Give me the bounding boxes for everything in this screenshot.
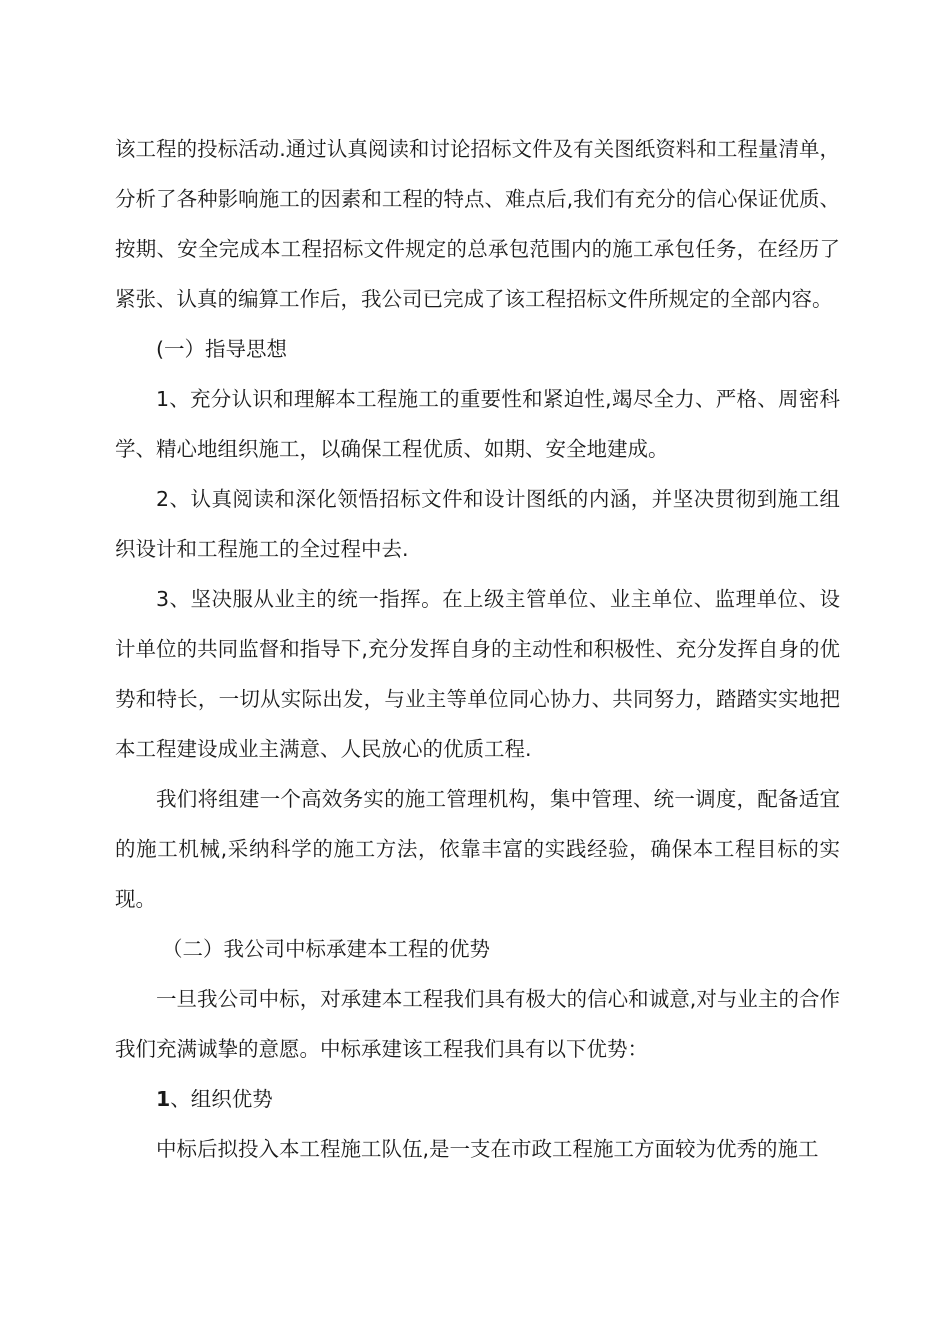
paragraph-item-2: 2、认真阅读和深化领悟招标文件和设计图纸的内涵，并坚决贯彻到施工组织设计和工程施工的全过程中去. <box>115 487 840 561</box>
subheading-number: 1 <box>156 1087 171 1111</box>
section-heading-guiding-ideology: (一）指导思想 <box>156 337 287 361</box>
paragraph-management: 我们将组建一个高效务实的施工管理机构，集中管理、统一调度，配备适宜的施工机械,采纳科学的施工方法，依靠丰富的实践经验，确保本工程目标的实现。 <box>115 787 840 911</box>
paragraph-organization: 中标后拟投入本工程施工队伍,是一支在市政工程施工方面较为优秀的施工 <box>156 1137 819 1161</box>
paragraph-item-3: 3、坚决服从业主的统一指挥。在上级主管单位、业主单位、监理单位、设计单位的共同监督和指导下,充分发挥自身的主动性和积极性、充分发挥自身的优势和特长，一切从实际出发，与业主等单位同心协力、共同努力，踏踏实实地把本工程建设成业主满意、人民放心的优质工程. <box>115 587 840 761</box>
section-heading-advantages: （二）我公司中标承建本工程的优势 <box>162 937 490 961</box>
paragraph-intro: 该工程的投标活动.通过认真阅读和讨论招标文件及有关图纸资料和工程量清单，分析了各种影响施工的因素和工程的特点、难点后,我们有充分的信心保证优质、按期、安全完成本工程招标文件规定的总承包范围内的施工承包任务，在经历了紧张、认真的编算工作后，我公司已完成了该工程招标文件所规定的全部内容。 <box>115 137 840 311</box>
paragraph-item-1: 1、充分认识和理解本工程施工的重要性和紧迫性,竭尽全力、严格、周密科学、精心地组织施工，以确保工程优质、如期、安全地建成。 <box>115 387 840 461</box>
subheading-text: 、组织优势 <box>170 1087 273 1111</box>
subheading-organization-advantage <box>115 1074 840 1124</box>
paragraph-advantages-intro: 一旦我公司中标，对承建本工程我们具有极大的信心和诚意,对与业主的合作我们充满诚挚的意愿。中标承建该工程我们具有以下优势： <box>115 987 840 1061</box>
document-body <box>115 124 840 1174</box>
